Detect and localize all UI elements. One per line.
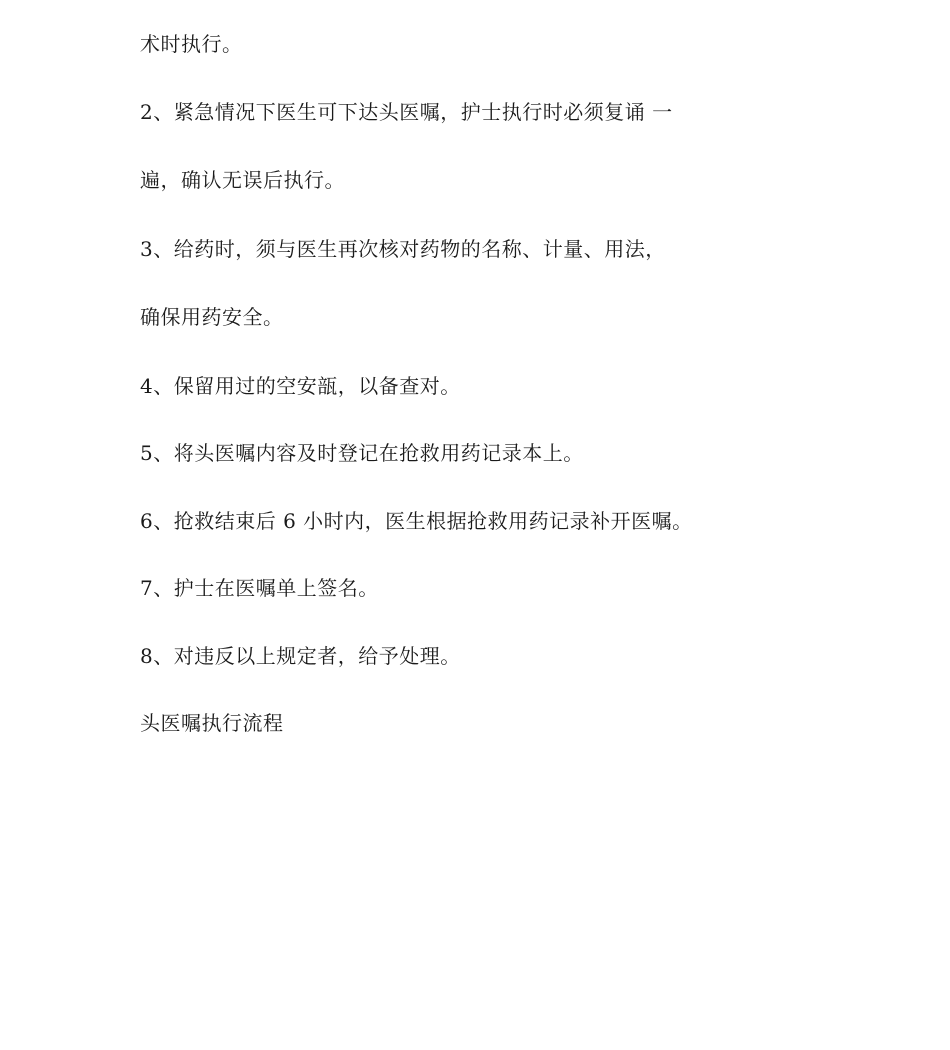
rule-item-6: 6、抢救结束后 6 小时内，医生根据抢救用药记录补开医嘱。 xyxy=(140,509,693,533)
rule-item-8: 8、对违反以上规定者，给予处理。 xyxy=(140,644,461,668)
rule-item-3-continuation: 确保用药安全。 xyxy=(140,305,284,329)
text-line-continuation: 术时执行。 xyxy=(140,32,243,56)
rule-item-2: 2、紧急情况下医生可下达头医嘱，护士执行时必须复诵 一 xyxy=(140,100,673,124)
rule-item-3: 3、给药时，须与医生再次核对药物的名称、计量、用法， xyxy=(140,237,666,261)
rule-item-4: 4、保留用过的空安瓿，以备查对。 xyxy=(140,374,461,398)
rule-item-2-continuation: 遍，确认无误后执行。 xyxy=(140,168,345,192)
rule-item-7: 7、护士在医嘱单上签名。 xyxy=(140,576,379,600)
rule-item-5: 5、将头医嘱内容及时登记在抢救用药记录本上。 xyxy=(140,441,584,465)
section-heading: 头医嘱执行流程 xyxy=(140,711,284,735)
